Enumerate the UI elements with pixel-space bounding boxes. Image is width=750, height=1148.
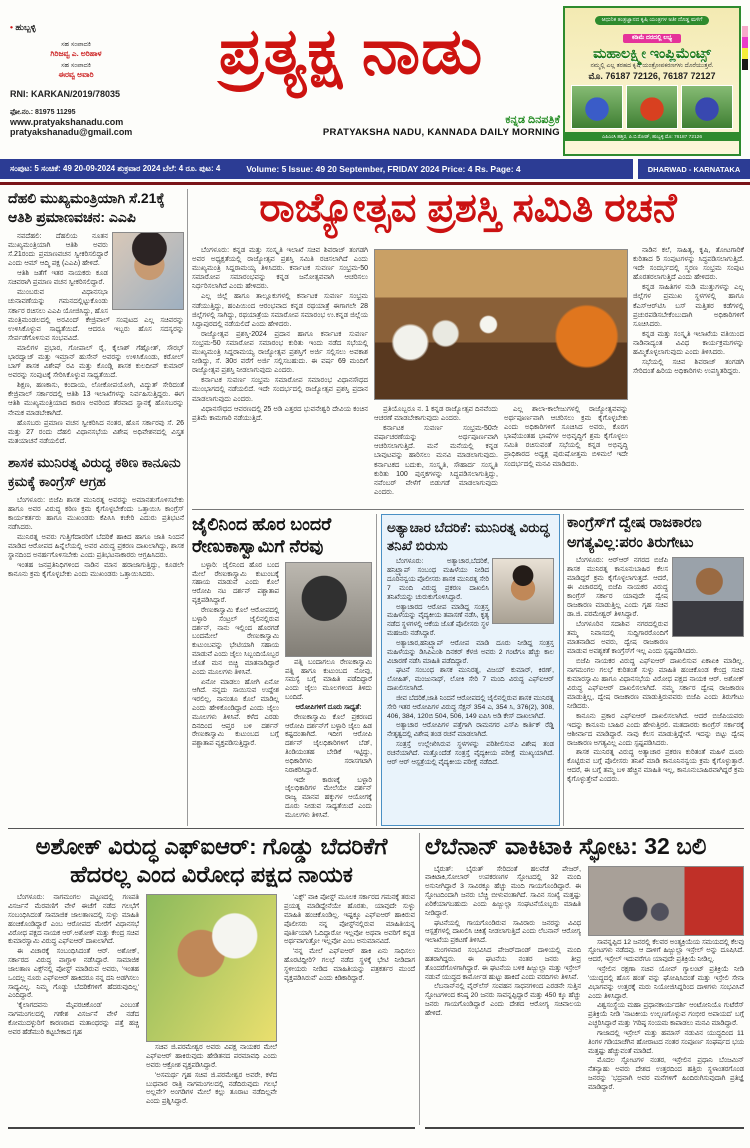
parameshwara-photo (672, 557, 744, 637)
darshan-subhead: ಆರೋಪಿಗಳಿಗೆ ದೂರು ಸಾಧ್ಯತೆ: (295, 703, 362, 711)
place-label: DHARWAD - KARNATAKA (638, 159, 750, 179)
darshan-col1: ಬಳ್ಳಾರಿ: ಜೈಲಿನಿಂದ ಹೊರ ಬಂದ ಮೇಲೆ ರೇಣುಕಾಸ್ವಾಮಿ ಕುಟುಂಬಕ್ಕೆ ಸಹಾಯ ಮಾಡುವೆ ಎಂದು ಕೊಲೆ ಆರೋಪಿ ನಟ ದರ್ಶನ್ ಪಶ್ಚಾತಾಪ ವ್ಯಕ್ತಪಡಿಸಿದ್ದಾರೆ. ರೇಣುಕಾಸ್ವಾಮಿ ಕೊಲೆ ಆರೋಪದಲ್ಲಿ ಬಳ್ಳಾರಿ ಸೆಂಟ್ರಲ್ ಜೈಲಿನಲ್ಲಿರುವ ದರ್ಶನ್, ನಾನು ಇಲ್ಲಿಂದ ಹೊರಗಡೆ ಬಂದಮೇಲೆ ರೇಣುಕಾಸ್ವಾಮಿ ಕುಟುಂಬವನ್ನು ಭೇಟಿಯಾಗಿ ಸಹಾಯ ಮಾಡುವೆ ಎಂದು ಜೈಲು ಸಿಬ್ಬಂದಿಯೊಬ್ಬರ ಜೊತೆ ಮನ ಬಿಚ್ಚಿ ಮಾತನಾಡಿದ್ದಾರೆ ಎಂದು ಮೂಲಗಳು ತಿಳಿಸಿವೆ. ಏನೋ ಮಾಡಲು ಹೋಗಿ ಏನೋ ಆಗಿದೆ. ನನ್ನದು ಸಾಯಿಸುವ ಉದ್ದೇಶ ಇರಲಿಲ್ಲ, ನಾನಂತೂ ಕೊಲೆ ಮಾಡಿಲ್ಲ ಎಂದು ಹೇಳಿಕೊಂಡಿದ್ದಾರೆ ಎಂದು ಜೈಲು ಮೂಲಗಳು ತಿಳಿಸಿವೆ. ಕಳೆದ ಎರಡು ದಿನದಿಂದ ಆಪ್ತರ ಬಳಿ ದರ್ಶನ್ ರೇಣುಕಾಸ್ವಾಮಿ ಕುಟುಂಬದ ಬಗ್ಗೆ ಪಶ್ಚಾತಾಪ ವ್ಯಕ್ತಪಡಿಸುತ್ತಿದ್ದಾರೆ. (192, 561, 279, 748)
issue-info-kannada: ಸಂಪುಟ: 5 ಸಂಚಿಕೆ: 49 20-09-2024 ಶುಕ್ರವಾರ 2024 ಬೆಲೆ: 4 ರೂ. ಪುಟ: 4 (10, 164, 221, 173)
website-url: www.pratyakshanadu.com (10, 117, 124, 127)
darshan-col2: ಪತ್ನಿ ಬಂದಾಗಲೂ ರೇಣುಕಾಸ್ವಾಮಿ ಪತ್ನಿ ಹಾಗೂ ಕುಟುಂಬದ ನೋವು, ಸಮಸ್ಯೆ ಬಗ್ಗೆ ಮಾಹಿತಿ ಪಡೆದಿದ್ದಾರೆ ಎಂದು ಜೈಲು ಮೂಲಗಳಿಂದ ತಿಳಿದು ಬಂದಿದೆ. ಆರೋಪಿಗಳಿಗೆ ದೂರು ಸಾಧ್ಯತೆ: ರೇಣುಕಾಸ್ವಾಮಿ ಕೊಲೆ ಪ್ರಕರಣದ ಆರೋಪಿ ದರ್ಶನ್‌ಗೆ ಬಳ್ಳಾರಿ ಜೈಲು ಹಿಡ ಕಷ್ಟದಂತಾಗಿದೆ. ಇದೀಗ ಆರೋಪಿ ದರ್ಶನ್ ಜೈಲಧಿಕಾರಿಗಳಿಗೆ ಬೆಡ್, ತಿಂಡಿಯಂತಹ ಬೇಡಿಕೆ ಇಟ್ಟಿದ್ದು, ಅಧಿಕಾರಿಗಳು ಸರಾಸಗಟಾಗಿ ನಿರಾಕರಿಸಿದ್ದಾರೆ. ಇದೇ ಕಾರಣಕ್ಕೆ ಬಳ್ಳಾರಿ ಜೈಲಧಿಕಾರಿಗಳ ಮೇಲೆಯೇ ದರ್ಶನ್ ರಾಜ್ಯ ಮಾನವ ಹಕ್ಕುಗಳ ಆಯೋಗಕ್ಕೆ ದೂರು ನೀಡುವ ಸಾಧ್ಯತೆಯಿದೆ ಎಂದು ಮೂಲಗಳು ತಿಳಿಸಿವೆ. (285, 562, 372, 822)
divider (376, 514, 377, 826)
under-photo-left: ಪ್ರತಿಯೊಬ್ಬರೂ ನ. 1 ಕನ್ನಡ ರಾಜ್ಯೋತ್ಸವ ದಿನವೆಂದು ಆಚರಣೆ ಮಾಡಬೇಕಾಗುವುದು ಎಂದರು. ಕರ್ನಾಟಕ ಸುವರ್ಣ ಸಂಭ್ರಮ-50ನೇ ವರ್ಷಾಚರಣೆಯನ್ನು ಅರ್ಥಪೂರ್ಣವಾಗಿ ಆಚರಿಸಲಾಗುತ್ತಿದೆ. ಮನೆ ಮನೆಯಲ್ಲಿ ಕನ್ನಡ ಬಾವುಟವನ್ನು ಹಾರಿಸಲು ಮನವಿ ಮಾಡಲಾಗುವುದು. ಕರ್ನಾಟಕದ ಬದುಕು, ಸಂಸ್ಕೃತಿ, ಸೌಹಾರ್ದ ಸಂಸ್ಕೃತಿ ಕುರಿತು 100 ಪುಸ್ತಕಗಳನ್ನು ಸಿದ್ಧಪಡಿಸಲಾಗುತ್ತಿದ್ದು, ನವೆಂಬರ್ ವೇಳೆಗೆ ಬಿಡುಗಡೆ ಮಾಡಲಾಗುವುದು ಎಂದರು. (374, 406, 498, 496)
assoc-editor-label: ಸಹ ಸಂಪಾದಕಿ (61, 41, 91, 48)
divider (563, 514, 564, 826)
article-headline-ashoka: ಅಶೋಕ್ ವಿರುದ್ಧ ಎಫ್‌ಐಆರ್: ಗೊಡ್ಡು ಬೆದರಿಕೆಗೆ ಹೆದರಲ್ಲ ಎಂದ ವಿರೋಧ ಪಕ್ಷದ ನಾಯಕ (35, 834, 388, 888)
edition-city: • ಹುಬ್ಬಳ್ಳಿ (10, 22, 36, 32)
article-headline-darshan: ಜೈಲಿನಿಂದ ಹೊರ ಬಂದರೆ ರೇಣುಕಾಸ್ವಾಮಿಗೆ ನೆರವು (192, 514, 332, 556)
main-headline: ರಾಜ್ಯೋತ್ಸವ ಪ್ರಶಸ್ತಿ ಸಮಿತಿ ರಚನೆ (259, 186, 677, 230)
param-body: ಬೆಂಗಳೂರು: ಆರ್‌ಆರ್ ನಗರದ ಬಿಜೆಪಿ ಶಾಸಕ ಮುನಿರತ್ನ ಕಾನೂನುಬಾಹಿರ ಕೆಲಸ ಮಾಡಿದ್ದರೆ ಕ್ರಮ ಕೈಗೊಳ್ಳಲಾಗುತ್ತದೆ. ಆದರೆ, ಈ ವಿಚಾರದಲ್ಲಿ ಬಿಜೆಪಿ ನಾಯಕರ ವಿರುದ್ಧ ಕಾಂಗ್ರೆಸ್ ಸರ್ಕಾರ ಯಾವುದೇ ದ್ವೇಷ ರಾಜಕಾರಣ ಮಾಡುತ್ತಿಲ್ಲ ಎಂದು ಗೃಹ ಸಚಿವ ಡಾ.ಜಿ. ಪರಮೇಶ್ವರ್ ತಿಳಿಸಿದ್ದಾರೆ. ಬೆಂಗಳೂರಿನ ಸದಾಶಿವ ನಗರದಲ್ಲಿರುವ ತಮ್ಮ ನಿವಾಸದಲ್ಲಿ ಸುದ್ದಿಗಾರರೊಂದಿಗೆ ಮಾತನಾಡಿದ ಅವರು, ದ್ವೇಷ ರಾಜಕಾರಣ ಮಾಡುವ ಅವಶ್ಯಕತೆ ಕಾಂಗ್ರೆಸ್‌ಗೆ ಇಲ್ಲ ಎಂದು ಸ್ಪಷ್ಟಪಡಿಸಿದರು. ಬಿಜೆಪಿ ನಾಯಕರ ವಿರುದ್ಧ ಎಫ್‌ಐಆರ್ ದಾಖಲಿಸುವ ಏಕಾಏಕಿ ಮಾಡಿಲ್ಲ. ನಾಗಮಂಗಲ ಗಲಭೆ ಕುರಿತಂತೆ ಸುಳ್ಳು ಮಾಹಿತಿ ಹಂಚಿಕೊಂಡ ಕೇಂದ್ರ ಸಚಿವ ಕುಮಾರಸ್ವಾಮಿ ಹಾಗೂ ವಿಧಾನಸಭೆಯ ವಿರೋಧ ಪಕ್ಷದ ನಾಯಕ ಆರ್. ಅಶೋಕ್ ವಿರುದ್ಧ ಎಫ್‌ಐಆರ್ ದಾಖಲಿಸಲಾಗಿದೆ. ನಮ್ಮ ಸರ್ಕಾರ ದ್ವೇಷ ರಾಜಕಾರಣ ಮಾಡುತ್ತಿಲ್ಲ, ದ್ವೇಷ ರಾಜಕಾರಣ ಮಾಡುತ್ತಿರುವವರು ಬಿಜೆಪಿ ಎಂದು ತಿರುಗೇಟು ನೀಡಿದರು. ಕಾನೂನು ಪ್ರಕಾರ ಎಫ್‌ಐಆರ್ ದಾಖಲಿಸಲಾಗಿದೆ. ಆದರೆ ಬಿಜೆಪಿಯವರು ಇದನ್ನು ಕಾನೂನು ಬಾಹಿರ ಎಂದು ಹೇಳುತ್ತಿರಲಿ. ಮತದಾರರು ಕಾಂಗ್ರೆಸ್ ಸರ್ಕಾರಕ್ಕೆ ಆಶೀರ್ವಾದ ಮಾಡಿದ್ದಾರೆ. ನಾವು ಕೆಲಸ ಮಾಡುತ್ತಿದ್ದೇವೆ. ಇದನ್ನು ಬಿಟ್ಟು ದ್ವೇಷ ರಾಜಕಾರಣ ಅಗತ್ಯವಿಲ್ಲ ಎಂದು ಸ್ಪಷ್ಟಪಡಿಸಿದರು. ಶಾಸಕ ಮುನಿರತ್ನ ವಿರುದ್ಧ ಅತ್ಯಾಚಾರ ಪ್ರಕರಣ ಕುರಿತಂತೆ ಮಹಿಳೆ ದೂರು ಕೊಟ್ಟಿರುವ ಬಗ್ಗೆ ಪೊಲೀಸರು ತನಿಖೆ ಮಾಡಿ ಕಾನೂನಿನನ್ವಯ ಕ್ರಮ ಕೈಗೊಳ್ಳುತ್ತಾರೆ. ಆದರೆ, ಈ ಬಗ್ಗೆ ತಮ್ಮ ಬಳಿ ಹೆಚ್ಚಿನ ಮಾಹಿತಿ ಇಲ್ಲ, ಕಾನೂನುಬಾಹಿರವಾಗಿದ್ದರೆ ಕ್ರಮ ಕೈಗೊಳ್ಳುತ್ತೇವೆ ಎಂದರು. (567, 557, 744, 784)
explosion-scene-photo (588, 866, 744, 936)
article-body-atishi: ನವದೆಹಲಿ: ದೆಹಲಿಯ ನೂತನ ಮುಖ್ಯಮಂತ್ರಿಯಾಗಿ ಆತಿಶಿ ಅವರು ಸೆ.21ರಂದು ಪ್ರಮಾಣವಚನ ಸ್ವೀಕರಿಸಲಿದ್ದಾರೆ ಎಂದು ಆಮ್ ಆದ್ಮಿ ಪಕ್ಷ (ಎಎಪಿ) ಹೇಳಿದೆ. ಆತಿಶಿ ಜತೆಗೆ ಇತರ ನಾಯಕರು ಕೂಡ ಸಚಿವರಾಗಿ ಪ್ರಮಾಣ ವಚನ ಸ್ವೀಕರಿಸಲಿದ್ದಾರೆ. ಮುಂಬರುವ ವಿಧಾನಸಭಾ ಚುನಾವಣೆಯನ್ನು ಗಮನದಲ್ಲಿಟ್ಟುಕೊಂಡು ಸರ್ಕಾರ ರಚಿಸಲು ಎಎಪಿ ಯೋಜಿಸಿದ್ದು, ಹೊಸ ಮಂತ್ರಿಮಂಡಲದಲ್ಲಿ ಅರವಿಂದ್ ಕೇಜ್ರಿವಾಲ್ ಸಂಪುಟದ ಎಲ್ಲ ಸಚಿವರನ್ನು ಉಳಿಸಿಕೊಳ್ಳುವ ಸಾಧ್ಯತೆಯಿದೆ. ಆದರೂ ಇಬ್ಬರು ಹೊಸ ಸದಸ್ಯರನ್ನು ಸೇರ್ಪಡೆಗೊಳಿಸುವ ಸಂಭವವಿದೆ. ಮಾಲಿಗಳ ಪ್ರಭಾರ, ಗೋಪಾಲ್ ರೈ, ಕೈಲಾಶ್ ಗೆಹ್ಲೋತ್, ಸೌರಭ್ ಭಾರದ್ವಾಜ್ ಮತ್ತು ಇಮ್ರಾನ್ ಹುಸೇನ್ ಅವರನ್ನು ಉಳಿಸಿಕೊಂಡು, ಕರೋಲ್ ಬಾಗ್ ಶಾಸಕ ವಿಶೇಷ್ ರವಿ ಮತ್ತು ಕೊಂಡ್ಲಿ ಶಾಸಕ ಕುಲದೀಪ್ ಕುಮಾರ್ ಅವರನ್ನು ಸಂಪುಟಕ್ಕೆ ಸೇರಿಸಿಕೊಳ್ಳುವ ಸಾಧ್ಯತೆಯಿದೆ. ಶಿಕ್ಷಣ, ಹಣಕಾಸು, ಕಂದಾಯ, ಲೋಕೋಪಯೋಗಿ, ವಿದ್ಯುತ್ ಸೇರಿದಂತೆ ಕೇಜ್ರಿವಾಲ್ ಸರ್ಕಾರದಲ್ಲಿ ಆತಿಶಿ 13 ಇಲಾಖೆಗಳನ್ನು ನಿರ್ವಹಿಸುತ್ತಿದ್ದರು. ಈಗ ಆತಿಶಿ ಮುಖ್ಯಮಂತ್ರಿಯಾದ ಕಾರಣ ಅವರಿಂದ ತೆರವಾದ ಸ್ಥಾನಕ್ಕೆ ಹೊಸಬರನ್ನು ನೇಮಕ ಮಾಡಬೇಕಾಗಿದೆ. ಹೊಸಬರು ಪ್ರಮಾಣ ವಚನ ಸ್ವೀಕರಿಸಿದ ನಂತರ, ಹೊಸ ಸರ್ಕಾರವು ಸೆ. 26 ಮತ್ತು 27 ರಂದು ದೆಹಲಿ ವಿಧಾನಸಭೆಯ ವಿಶೇಷ ಅಧಿವೇಶನದಲ್ಲಿ ವಿಸ್ತೃತ ಮತಯಾಚನೆ ನಡೆಯಲಿದೆ. (8, 232, 184, 445)
divider (419, 833, 420, 1125)
divider (192, 509, 744, 510)
trailer-photo (681, 85, 733, 129)
maroon-rule (0, 182, 750, 185)
article-headline-protest: ಶಾಸಕ ಮುನಿರತ್ನ ವಿರುದ್ಧ ಕಠಿಣ ಕಾನೂನು ಕ್ರಮಕ್ಕೆ ಕಾಂಗ್ರೆಸ್ ಆಗ್ರಹ (8, 454, 181, 489)
print-registration-marks (742, 26, 748, 70)
article-headline-atishi: ದೆಹಲಿ ಮುಖ್ಯಮಂತ್ರಿಯಾಗಿ ಸೆ.21ಕ್ಕೆ ಆತಿಶಿ ಪ್ರಮಾಣವಚನ: ಎಎಪಿ (8, 190, 165, 225)
ashoka-article (8, 833, 415, 1125)
tagline-english: PRATYAKSHA NADU, KANNADA DAILY MORNING (322, 127, 560, 138)
ashoka-col3: 'ಎಕ್ಸ್' ವಾಕಿ ಪೋಸ್ಟ್ ಮೂಲಕ ಸರ್ಕಾರದ ಗಮನಕ್ಕೆ ತರುವ ಪ್ರಯತ್ನ ಮಾಡಿದ್ದೇನೆಯೇ ಹೊರತು, ಯಾವುದೇ ಸುಳ್ಳು ಮಾಹಿತಿ ಹಂಚಿಕೊಂಡಿಲ್ಲ. ಇಷ್ಟಕ್ಕೂ ಎಫ್‌ಐಆರ್ ಹಾಕಿರುವ ಪೊಲೀಸರು ನನ್ನ ಪೋಸ್ಟ್‌ನಲ್ಲಿರುವ ಮಾಹಿತಿಯನ್ನ ಪೂರ್ತಿಯಾಗಿ ಓದಿದ್ದಾರೋ ಇಲ್ಲವೋ ಅಥವಾ ಅವರಿಗೆ ಕನ್ನಡ ಅರ್ಥವಾಗುತ್ತೋ ಇಲ್ಲವೋ ಎಂಬ ಅನುಮಾನವಿದೆ. 'ನನ್ನ ಮೇಲೆ ಎಫ್‌ಐಆರ್ ಹಾಕಿ ಏನು ಸಾಧಿಸಲು ಹೊರಟಿದ್ದೀರಿ? ಗಲಭೆ ನಡೆದ ಸ್ಥಳಕ್ಕೆ ಭೇಟಿ ನೀಡಿದಾಗ ಸ್ಥಳೀಯರು ನೀಡಿದ ಮಾಹಿತಿಯನ್ನು ಪತ್ರಕರ್ತರ ಮುಂದೆ ವ್ಯಕ್ತಪಡಿಸಿರುವೆ' ಎಂದು ಕಿಡಿಕಾರಿದ್ದಾರೆ. (284, 894, 415, 982)
cm-meeting-photo (374, 249, 628, 400)
darshan-photo (285, 562, 372, 657)
divider (8, 828, 744, 829)
ad-title: ಮಹಾಲಕ್ಷ್ಮೀ ಇಂಪ್ಲಿಮೆಂಟ್ಸ್ (593, 45, 711, 61)
atishi-photo (112, 232, 184, 310)
left-column (8, 189, 184, 826)
parameshwara-article (567, 514, 744, 826)
assoc-editor-name: ಈರವ್ವ ಅವಾರಿ (58, 70, 94, 79)
article-headline-probe: ಅತ್ಯಾಚಾರ ಬೆದರಿಕೆ: ಮುನಿರತ್ನ ವಿರುದ್ಧ ತನಿಖೆ ಬಿರುಸು (387, 520, 550, 554)
plough-photo (571, 85, 623, 129)
rotavator-photo (626, 85, 678, 129)
divider (187, 189, 188, 826)
lebanon-article (425, 833, 744, 1125)
article-body-protest: ಬೆಂಗಳೂರು: ಬಿಜೆಪಿ ಶಾಸಕ ಮುನಿರತ್ನ ಅವರನ್ನು ಅಮಾನತುಗೊಳಿಸಬೇಕು ಹಾಗೂ ಅವರ ವಿರುದ್ಧ ಕಠಿಣ ಕ್ರಮ ಕೈಗೊಳ್ಳಬೇಕೆಂದು ಒತ್ತಾಯಿಸಿ ಕಾಂಗ್ರೆಸ್ ಕಾರ್ಯಕರ್ತರು ಹಾಗೂ ಮುಖಂಡರು ಕೆಪಿಸಿಸಿ ಕಚೇರಿ ಎದುರು ಪ್ರತಿಭಟನೆ ನಡೆಸಿದರು. ಮುನಿರತ್ನ ಅವರು ಗುತ್ತಿಗೆದಾರರಿಗೆ ಬೆದರಿಕೆ ಹಾಕಿದ ಹಾಗೂ ಜಾತಿ ನಿಂದನೆ ಮಾಡಿದ ಆರೋಪದ ಹಿನ್ನೆಲೆಯಲ್ಲಿ ಅವರ ವಿರುದ್ಧ ಪ್ರಕರಣ ದಾಖಲಾಗಿದ್ದು, ಶಾಸಕ ಸ್ಥಾನದಿಂದ ಅನರ್ಹಗೊಳಿಸಬೇಕು ಎಂದು ಪ್ರತಿಭಟನಾಕಾರರು ಆಗ್ರಹಿಸಿದರು. ಇಂತಹ ಜನಪ್ರತಿನಿಧಿಗಳಿಂದ ನಾಡಿನ ಮಾನ ಹರಾಜಾಗುತ್ತಿದ್ದು, ಕೂಡಲೇ ಕಾನೂನು ಕ್ರಮ ಕೈಗೊಳ್ಳಬೇಕು ಎಂದು ಮುಖಂಡರು ಒತ್ತಾಯಿಸಿದರು. (8, 496, 184, 579)
ad-product-photos (565, 85, 739, 129)
lebanon-col1: ಬೈರುತ್: ಬೈರುತ್ ಸೇರಿದಂತೆ ಹಲವೆಡೆ ಪೇಜರ್, ವಾಕಿಟಾಕಿ,ಸೋಲಾರ್ ಉಪಕರಣಗಳ ಸ್ಫೋಟದಲ್ಲಿ 32 ಮಂದಿ ಅಸುನೀಗಿದ್ದಾರೆ 3 ಸಾವಿರಕ್ಕೂ ಹೆಚ್ಚು ಮಂದಿ ಗಾಯಗೊಂಡಿದ್ದಾರೆ. ಈ ಸ್ಫೋಟದಿಂದಾಗಿ ಜನರು ಬೆಚ್ಚಿ ಬೀಳುವಂತಾಗಿದೆ. ಸಾವಿನ ಸಂಖ್ಯೆ ಮತ್ತಷ್ಟು ಏರಿಕೆಯಾಗಬಹುದು ಎಂದು ಹಿಜ್ಬುಲ್ಲಾ ಸಂಘಟನೆಯೊಬ್ಬರು ಮಾಹಿತಿ ನೀಡಿದ್ದಾರೆ. ಘಟನೆಯಲ್ಲಿ ಗಾಯಗೊಂಡಿರುವ ಸಾವಿರಾರು ಜನರನ್ನು ವಿವಿಧ ಆಸ್ಪತ್ರೆಗಳಲ್ಲಿ ದಾಖಲಿಸಿ ಚಿಕಿತ್ಸೆ ನೀಡಲಾಗುತ್ತಿದೆ ಎಂದು ಲೆಬನಾನ್ ಆರೋಗ್ಯ ಇಲಾಖೆಯ ಪ್ರಕಟಣೆ ತಿಳಿಸಿದೆ. ಮಂಗಳವಾರ ಸಂಭವಿಸಿದ ಪೇಜರ್‌ದಾಂಡ್ ದಾಳಿಯಲ್ಲಿ ಮಂದಿ ಹತರಾಗಿದ್ದರು. ಈ ಘಟನೆಯ ನಂತರ ಜನರು ತೀವ್ರ ತೊಂದರೆಗೊಳಗಾಗಿದ್ದಾರೆ. ಈ ಘಟನೆಯ ಬಳಿಕ ಹಿಜ್ಬುಲ್ಲಾ ಮತ್ತು ಇಸ್ರೇಲ್ ನಡುವೆ ಯುದ್ಧದ ಕಾರ್ಮೋಡ ಹುಟ್ಟು ಹಾಕಿದೆ ಎಂದು ವರದಿಗಳು ತಿಳಿಸಿವೆ. ಲೆಬನಾನ್‌ನಲ್ಲಿ ವೈರ್‌ಲೆಸ್ ಸಂವಹನ ಸಾಧನಗಳಿಂದ ಎರಡನೇ ಸುತ್ತಿನ ಸ್ಫೋಟಗಳಿಂದ ಕನಿಷ್ಠ 20 ಜನರು ಸಾವನ್ನಪ್ಪಿದ್ದಾರೆ ಮತ್ತು 450 ಕ್ಕೂ ಹೆಚ್ಚು ಜನರು ಗಾಯಗೊಂಡಿದ್ದಾರೆ ಎಂದು ದೇಶದ ಆರೋಗ್ಯ ಸಚಿವಾಲಯ ಹೇಳಿದೆ. (425, 865, 581, 1017)
ad-address: ಎಪಿಎಂಸಿ ಹತ್ತಿರ, ಪಿ.ಬಿ.ರೋಡ್, ಹುಬ್ಬಳ್ಳಿ ಮೊ: 76187 72126 (565, 132, 739, 141)
issue-info-english: Volume: 5 Issue: 49 20 September, FRIDAY 2024 Price: 4 Rs. Page: 4 (246, 164, 521, 174)
probe-body: ಬೆಂಗಳೂರು: ಅತ್ಯಾಚಾರ,ಬೆದರಿಕೆ, ಹನಿಟ್ರ್ಯಾಪ್ ಸಂಬಂಧ ಮಹಿಳೆಯು ನೀಡಿದ ದೂರಿನನ್ವಯ ಪೊಲೀಸರು ಶಾಸಕ ಮುನಿರತ್ನ ಸೇರಿ 7 ಮಂದಿ ವಿರುದ್ಧ ಪ್ರಕರಣ ದಾಖಲಿಸಿ ತನಿಖೆಯನ್ನು ಚುರುಕುಗೊಳಿಸಿದ್ದಾರೆ. ಅತ್ಯಾಚಾರದ ಆರೋಪ ಮಾಡಿದ್ದ ಸಂತ್ರಸ್ತ ಮಹಿಳೆಯನ್ನು ವೈದ್ಯಕೀಯ ತಪಾಸಣೆ ನಡೆಸಿ, ಕೃತ್ಯ ನಡೆದ ಸ್ಥಳಗಳಲ್ಲಿ ಆಕೆಯ ಜೊತೆ ಪೊಲೀಸರು ಸ್ಥಳ ಮಹಜರು ನಡೆಸಿದ್ದಾರೆ. ಅತ್ಯಾಚಾರ,ಹನಿಟ್ರ್ಯಾಪ್ ಆರೋಪ ಮಾಡಿ ದೂರು ನೀಡಿದ್ದ ಸಂತ್ರಸ್ತ ಮಹಿಳೆಯನ್ನು ಡಿಸಿಪಿಎಂಶಿ ದಿನಕರ್ ಕೆಳಜಿ ಅವರು 2 ಗಂಟೆಗೂ ಹೆಚ್ಚು ಕಾಲ ವಿಚಾರಣೆ ನಡೆಸಿ ಮಾಹಿತಿ ಪಡೆದಿದ್ದಾರೆ. ಘಟನೆ ಸಂಬಂಧ ಶಾಸಕ ಮುನಿರತ್ನ, ವಿಜಯ್ ಕುಮಾರ್, ಕಿರಣ್, ಲೋಹಿತ್, ಮಂಜುನಾಥ್, ಲೋಕಿ ಸೇರಿ 7 ಮಂದಿ ವಿರುದ್ಧ ಎಫ್‌ಐಆರ್ ದಾಖಲಿಸಲಾಗಿದೆ. ಜೀವ ಬೆದರಿಕೆ,ಜಾತಿ ನಿಂದನೆ ಆರೋಪದಲ್ಲಿ ಜೈಲಿನಲ್ಲಿರುವ ಶಾಸಕ ಮುನಿರತ್ನ ಸೇರಿ ಇತರ ಆರೋಪಿಗಳ ವಿರುದ್ಧ ಸೆಕ್ಷನ್ 354 ಎ, 354 ಸಿ, 376(2), 308, 406, 384, 120ಬಿ 504, 506, 149 ಐಪಿಸಿ ಅಡಿ ಕೇಸ್ ದಾಖಲಾಗಿದೆ. ಅತ್ಯಾಚಾರ ಆರೋಪಿಗಳ ಪತ್ತೆಗಾಗಿ ರಾಮನಗರ ಎಸ್‌ಪಿ ಕಾರ್ತಿಕ್ ರೆಡ್ಡಿ ನೇತೃತ್ವದಲ್ಲಿ ವಿಶೇಷ ತಂಡ ರಚನೆ ಮಾಡಲಾಗಿದೆ. ಸಂತ್ರಸ್ತೆ ಉಲ್ಲೇಖಿಸಿರುವ ಸ್ಥಳಗಳನ್ನು ಪರಿಶೀಲಿಸುವ ವಿಶೇಷ ತಂಡ ರಚನೆಯಾಗಿದೆ. ಮತ್ತೊಂದೆಡೆ ಸಂತ್ರಸ್ತೆ ವೈದ್ಯಕೀಯ ಪರೀಕ್ಷೆ ಮುಖ್ಯಯಾಗಿದೆ. ಆರ್ ಆರ್ ಆಸ್ಪತ್ರೆಯಲ್ಲಿ ವೈದ್ಯಕೀಯ ಪರೀಕ್ಷೆ ನಡೆದಿದೆ. (387, 558, 554, 766)
phone-number: ಫೋ.ನಂ.: 81975 11295 (10, 109, 76, 116)
lebanon-col2: ಸಾವನ್ನಪ್ಪಿದ 12 ಜನರಲ್ಲಿ ಕೆಲವರ ಅಂತ್ಯಕ್ರಿಯೆಯ ಸಮಯದಲ್ಲಿ ಕೆಲವು ಸ್ಫೋಟಗಳು ನಡೆದವು. ಆ ದಾಳಿಗೆ ಹಿಜ್ಬುಲ್ಲಾ ಇಸ್ರೇಲ್ ಅನ್ನು ದೂಷಿಸಿದೆ. ಆದರೆ, ಇಸ್ರೇಲ್ ಇದುವರೆಗೂ ಯಾವುದೇ ಪ್ರತಿಕ್ರಿಯೆ ನೀಡಿಲ್ಲ. ಇಸ್ರೇಲಿನ ರಕ್ಷಣಾ ಸಚಿವ ಯೋವ್ ಗ್ಯಾಲಂಟ್ ಪ್ರತಿಕ್ರಿಯೆ ನೀಡಿ 'ಯುದ್ಧದಲ್ಲಿ ಹೊಸ ಹಂತ' ವನ್ನು ಘೋಷಿಸಿದಂತೆ ಮತ್ತು ಇಸ್ರೇಲಿ ಸೇನಾ ವಿಭಾಗವನ್ನು ಉತ್ತರಕ್ಕೆ ಮರು ನಿಯೋಜಿಸಿದ್ದರಿಂದ ದಾಳಿಗಳು ಸಂಭವಿಸಿವೆ ಎಂದು ತಿಳಿಸಿದ್ದಾರೆ. ವಿಶ್ವಸಂಸ್ಥೆಯ ಮಹಾ ಪ್ರಧಾನಕಾರ್ಯದರ್ಶಿ ಆಂಟೋನಿಯೊ ಗುಟೆರೆಸ್ ಪ್ರತಿಕ್ರಿಯೆ ನೀಡಿ 'ನಾಟಕೀಯ ಉಲ್ಬಣಗೊಳ್ಳುವ ಗಂಭೀರ ಅಪಾಯದ' ಬಗ್ಗೆ ಎಚ್ಚರಿಸಿದ್ದಾರೆ ಮತ್ತು 'ಗರಿಷ್ಠ ಸಂಯಮ ಕಾಪಾಡಲು ಮನವಿ ಮಾಡಿದ್ದಾರೆ. ಗಾಜಾದಲ್ಲಿ ಇಸ್ರೇಲ್ ಮತ್ತು ಹಮಾಸ್ ನಡುವಿನ ಯುದ್ಧದಿಂದ 11 ತಿಂಗಳ ಗಡಿಯಾಚೆಗಿನ ಹೋರಾಟದ ನಂತರ ಸಂಪೂರ್ಣ ಸಂಘರ್ಷದ ಭಯ ಮತ್ತಷ್ಟು ಹೆಚ್ಚುವಂತೆ ಮಾಡಿದೆ. ಮೊದಲ ಸ್ಫೋಟಗಳ ನಂತರ, ಇಸ್ರೇಲಿನ ಪ್ರಧಾನಿ ಬೆಂಜಮಿನ್ ನೆತನ್ಯಾಹು ಅವರು ದೇಶದ ಉತ್ತರದಿಂದ ಹತ್ತಿರು ಸ್ಥಳಾಂತರಗೊಂಡ ಜನರನ್ನು 'ಭದ್ರವಾಗಿ ಅವರ ಮನೆಗಳಿಗೆ' ಹಿಂದಿರುಗಿಸುವುದಾಗಿ ಪ್ರತಿಜ್ಞೆ ಮಾಡಿದ್ದಾರೆ. (588, 866, 744, 1094)
rni-number: RNI: KARKAN/2019/78035 (10, 89, 121, 99)
bullet-icon: • (10, 22, 13, 32)
contact-block (10, 22, 142, 137)
under-photo-right: ಎಲ್ಲ ಶಾಲಾ-ಕಾಲೇಜುಗಳಲ್ಲಿ ರಾಜ್ಯೋತ್ಸವವನ್ನು ಅರ್ಥಪೂರ್ಣವಾಗಿ ಆಚರಿಸಲು ಕ್ರಮ ಕೈಗೊಳ್ಳಬೇಕು ಎಂದು ಅಧಿಕಾರಿಗಳಿಗೆ ಸೂಚಿಸಿದ ಅವರು, ಕೊರಗ ಭಾಷೆಯಂತಹ ಭಾಷೆಗಳ ಅಭಿವೃದ್ಧಿಗೆ ಶ್ರಮ ಕೈಗೊಳ್ಳಲು ಸಮಿತಿ ರಚಿಸುವಂತೆ ಸಭೆಯಲ್ಲಿ ಕನ್ನಡ ಅಭಿವೃದ್ಧಿ ಪ್ರಾಧಿಕಾರದ ಅಧ್ಯಕ್ಷ ಪುರುಷೋತ್ತಮ ಬಿಳಿಮಲೆ ಇದೇ ಸಂದರ್ಭದಲ್ಲಿ ಮನವಿ ಮಾಡಿದರು. (504, 406, 628, 468)
main-article-col-left: ಬೆಂಗಳೂರು: ಕನ್ನಡ ಮತ್ತು ಸಂಸ್ಕೃತಿ ಇಲಾಖೆ ಸಚಿವ ಶಿವರಾಜ್ ತಂಗಡಗಿ ಅವರ ಅಧ್ಯಕ್ಷತೆಯಲ್ಲಿ ರಾಜ್ಯೋತ್ಸವ ಪ್ರಶಸ್ತಿ ಸಮಿತಿ ರಚಿಸಲಾಗಿದೆ ಎಂದು ಮುಖ್ಯಮಂತ್ರಿ ಸಿದ್ದರಾಮಯ್ಯ ತಿಳಿಸಿದರು. ಕರ್ನಾಟಕ ಸುವರ್ಣ ಸಂಭ್ರಮ-50 ಸಮಾರೋಪ ಸಮಾರಂಭವನ್ನು ಕನ್ನಡ ಜನೋತ್ಸವವಾಗಿ ಆಚರಿಸಲು ನಿರ್ಧರಿಸಲಾಗಿದೆ ಎಂದು ಹೇಳಿದರು. ಎಲ್ಲ ಜಿಲ್ಲೆ ಹಾಗೂ ತಾಲ್ಲೂಕುಗಳಲ್ಲಿ ಕರ್ನಾಟಕ ಸುವರ್ಣ ಸಂಭ್ರಮ ನಡೆಯುತ್ತಿದ್ದು, ಹಂಪಿಯಿಂದ ಆರಂಭವಾದ ಕನ್ನಡ ರಥಯಾತ್ರೆ ಈಗಾಗಲೇ 28 ಜಿಲ್ಲೆಗಳಲ್ಲಿ ಸಾಗಿದ್ದು, ರಥಯಾತ್ರೆಯ ಸಮಾರೋಪ ಸಮಾರಂಭ ಉ.ಕನ್ನಡ ಜಿಲ್ಲೆಯ ಸಿದ್ದಾಪುರದಲ್ಲಿ ನಡೆಯಲಿದೆ ಎಂದು ಹೇಳಿದರು. ರಾಜ್ಯೋತ್ಸವ ಪ್ರಶಸ್ತಿ-2024 ಪ್ರದಾನ ಹಾಗೂ ಕರ್ನಾಟಕ ಸುವರ್ಣ ಸಂಭ್ರಮ-50 ಸಮಾರೋಪ ಸಮಾರಂಭ ಕುರಿತು ಇಂದು ನಡೆದ ಸಭೆಯಲ್ಲಿ ಮುಖ್ಯಮಂತ್ರಿ ಸಿದ್ದರಾಮಯ್ಯ ರಾಜ್ಯೋತ್ಸವ ಪ್ರಶಸ್ತಿಗೆ ಅರ್ಜಿ ಸಲ್ಲಿಸಲು ಅವಕಾಶ ನೀಡಿದ್ದು, ಸೆ. 30ರ ವರೆಗೆ ಅರ್ಜಿ ಸಲ್ಲಿಸಬಹುದು. ಈ ವರ್ಷ 69 ಮಂದಿಗೆ ರಾಜ್ಯೋತ್ಸವ ಪ್ರಶಸ್ತಿ ನೀಡಲಾಗುವುದು ಎಂದರು. ಕರ್ನಾಟಕ ಸುವರ್ಣ ಸಂಭ್ರಮ ಸಮಾರೋಪ ಸಮಾರಂಭ ವಿಧಾನಸೌಧದ ಮುಂಭಾಗದಲ್ಲಿ ನಡೆಯಲಿದೆ. ಇದೇ ಸಂದರ್ಭದಲ್ಲಿ ರಾಜ್ಯೋತ್ಸವ ಪ್ರಶಸ್ತಿ ಪ್ರದಾನ ಮಾಡಲಾಗುವುದು ಎಂದರು. ವಿಧಾನಸೌಧದ ಆವರಣದಲ್ಲಿ 25 ಅಡಿ ಎತ್ತರದ ಭುವನೇಶ್ವರಿ ದೇವಿಯ ಕಂಚಿನ ಪ್ರತಿಮೆ ಕಾಮಗಾರಿ ನಡೆಯುತ್ತಿದೆ. (192, 247, 368, 422)
issue-info-main (0, 159, 633, 179)
muniratna-photo (492, 558, 554, 624)
divider (8, 1127, 415, 1129)
assoc-editor-name: ಗಿರಿಜವ್ವ ಎ. ಅರಿಹಾಳ (50, 49, 102, 58)
main-article-under-photo (374, 405, 628, 505)
tagline-kannada: ಕನ್ನಡ ದಿನಪತ್ರಿಕೆ (505, 114, 560, 126)
advertisement-box (563, 6, 741, 156)
assoc-editor-label: ಸಹ ಸಂಪಾದಕಿ (61, 62, 91, 69)
ashoka-col2: ಸಚಿವ ಜಿ.ಪರಮೇಶ್ವರ ಅವರು ವಿಪಕ್ಷ ನಾಯಕರ ಮೇಲೆ ಎಫ್‌ಐಆರ್ ಹಾಕಿರುವುದು ಹೇಡಿತನದ ಪರಮಾವಧಿ ಎಂದು ಅವರು ಆಕ್ರೋಶ ವ್ಯಕ್ತಪಡಿಸಿದ್ದಾರೆ. 'ಅಸಮರ್ಥ ಗೃಹ ಸಚಿವ ಜಿ.ಪರಮೇಶ್ವರ ಅವರೇ, ಕಳೆದ ಬುಧವಾರ ರಾತ್ರಿ ನಾಗಮಂಗಲದಲ್ಲಿ ನಡೆದಿರುವುದು ಗಲಭೆ ಅಲ್ಲವೇ? ಅಂಗಡಿಗಳ ಮೇಲೆ ಕಲ್ಲು ತೂರಾಟ ನಡೆದಿಲ್ಲವೇ ಎಂದು ಪ್ರಶ್ನಿಸಿದ್ದಾರೆ. (146, 894, 277, 1108)
ashoka-col1: ಬೆಂಗಳೂರು: ನಾಗಮಂಗಲ ಪಟ್ಟಣದಲ್ಲಿ ಗಣಪತಿ ವಿಸರ್ಜನೆ ಮೆರವಣಿಗೆ ವೇಳೆ ಈಚೆಗೆ ನಡೆದ ಗಲಭೆಗೆ ಸಂಬಂಧಿಸಿದಂತೆ ಸಾಮಾಜಿಕ ಜಾಲತಾಣದಲ್ಲಿ ಸುಳ್ಳು ಮಾಹಿತಿ ಹಂಚಿಕೊಂಡಿದ್ದಾರೆ ಎಂಬ ಆರೋಪದ ಮೇರೆಗೆ ವಿಧಾನಸಭೆ ವಿರೋಧ ಪಕ್ಷದ ನಾಯಕ ಆರ್.ಅಶೋಕ್ ಮತ್ತು ಕೇಂದ್ರ ಸಚಿವ ಕುಮಾರಸ್ವಾಮಿ ವಿರುದ್ಧ ಎಫ್‌ಐಆರ್ ದಾಖಲಾಗಿದೆ. ಈ ವಿಚಾರಕ್ಕೆ ಸಂಬಂಧಿಸಿದಂತೆ ಆರ್. ಅಶೋಕ್, ಸರ್ಕಾರದ ವಿರುದ್ಧ ವಾಗ್ದಾಳಿ ನಡೆಸಿದ್ದಾರೆ. ಸಾಮಾಜಿಕ ಜಾಲತಾಣ ಎಕ್ಸ್‌ನಲ್ಲಿ ಪೋಸ್ಟ್ ಮಾಡಿರುವ ಅವರು, 'ಇಂತಹ ಒಂದಲ್ಲ ನೂರು ಎಫ್‌ಐಆರ್ ಹಾಕಿದರೂ ನನ್ನ ದನಿ ಅಡಗಿಸಲು ಸಾಧ್ಯವಿಲ್ಲ. ನಿಮ್ಮ ಗೊಡ್ಡು ಬೆದರಿಕೆಗಳಿಗೆ ಹೆದರುವುದಿಲ್ಲ' ಎಂದಿದ್ದಾರೆ. 'ಕೈಲಾಗದವನು ಮೈಪರಚಿಕೊಂಡ' ಎಂಬಂತೆ ನಾಗಮಂಗಲದಲ್ಲಿ ಗಣೇಶ ವಿಸರ್ಜನೆ ವೇಳೆ ನಡೆದ ಕೋಮುದಳ್ಳುರಿಗೆ ಕಾರಣರಾದ ಮತಾಂಧರನ್ನು ಪತ್ತೆ ಹಚ್ಚಿ ಅವರ ಹೆಡೆಮುರಿ ಕಟ್ಟಬೇಕಾದ ಗೃಹ (8, 894, 139, 1036)
ad-top-pill: ಆಧುನಿಕ ತಂತ್ರಜ್ಞಾನದ ಕೃಷಿ ಯಂತ್ರಗಳ ಅತೀ ದೊಡ್ಡ ಮಳಿಗೆ (595, 16, 710, 25)
darshan-article (192, 514, 372, 826)
ad-phone: ಮೊ. 76187 72126, 76187 72127 (588, 71, 716, 81)
ad-description: ನಮ್ಮಲ್ಲಿ ಎಲ್ಲ ತರಹದ ಕೃಷಿ ಯಂತ್ರೋಪಕರಣಗಳು ದೊರೆಯುತ್ತವೆ. (590, 63, 714, 69)
main-article-col-right: ನಾಡಿನ ಕಲೆ, ಸಾಹಿತ್ಯ, ಕೃಷಿ, ತೋಟಗಾರಿಕೆ ಕುರಿತಾದ 5 ಸಂಪುಟಗಳನ್ನು ಸಿದ್ಧಪಡಿಸಲಾಗುತ್ತಿದೆ. ಇದೇ ಸಂದರ್ಭದಲ್ಲಿ ಸ್ಮರಣ ಸಂಭ್ರಮ ಸಂಪುಟ ಹೊರತರಲಾಗುತ್ತಿದೆ ಎಂದು ಹೇಳಿದರು. ಕನ್ನಡ ಸಾಹಿತಿಗಳ ನುಡಿ ಮುತ್ತುಗಳನ್ನು ಎಲ್ಲ ಜಿಲ್ಲೆಗಳ ಪ್ರಮುಖ ಸ್ಥಳಗಳಲ್ಲಿ ಹಾಗೂ ಕೆಎಸ್‌ಆರ್‌ಟಿಸಿ ಬಸ್ ಮತ್ತಿತರ ಕಡೆಗಳಲ್ಲಿ ಪ್ರಚುರಪಡಿಸಬೇಕೆಂಬುದಾಗಿ ಅಧಿಕಾರಿಗಳಿಗೆ ಸೂಚಿಸಿದರು. ಕನ್ನಡ ಮತ್ತು ಸಂಸ್ಕೃತಿ ಇಲಾಖೆಯ ವತಿಯಿಂದ ನಾಡಿನಾದ್ಯಂತ ವಿವಿಧ ಕಾರ್ಯಕ್ರಮಗಳನ್ನು ಹಮ್ಮಿಕೊಳ್ಳಲಾಗುವುದು ಎಂದು ತಿಳಿಸಿದರು. ಸಭೆಯಲ್ಲಿ ಸಚಿವ ಶಿವರಾಜ್ ತಂಗಡಗಿ ಸೇರಿದಂತೆ ಹಿರಿಯ ಅಧಿಕಾರಿಗಳು ಉಪಸ್ಥಿತರಿದ್ದರು. (633, 247, 744, 376)
ad-ribbon: ಕಡಿಮೆ ದರದಲ್ಲಿ ಲಭ್ಯ (623, 34, 681, 43)
probe-article (381, 514, 560, 826)
divider (425, 1127, 744, 1129)
email-address: pratyakshanadu@gmail.com (10, 127, 133, 137)
article-headline-param: ಕಾಂಗ್ರೆಸ್‌ಗೆ ದ್ವೇಷ ರಾಜಕಾರಣ ಅಗತ್ಯವಿಲ್ಲ:ಪರಂ ತಿರುಗೇಟು (567, 515, 702, 551)
article-headline-lebanon: ಲೆಬೆನಾನ್ ವಾಕಿಟಾಕಿ ಸ್ಫೋಟ: 32 ಬಲಿ (425, 833, 707, 859)
masthead-title: ಪ್ರತ್ಯಕ್ಷ ನಾಡು (218, 15, 484, 87)
issue-info-bar (0, 159, 750, 179)
masthead-taglines (142, 114, 560, 138)
ashoka-photo (146, 894, 277, 1042)
